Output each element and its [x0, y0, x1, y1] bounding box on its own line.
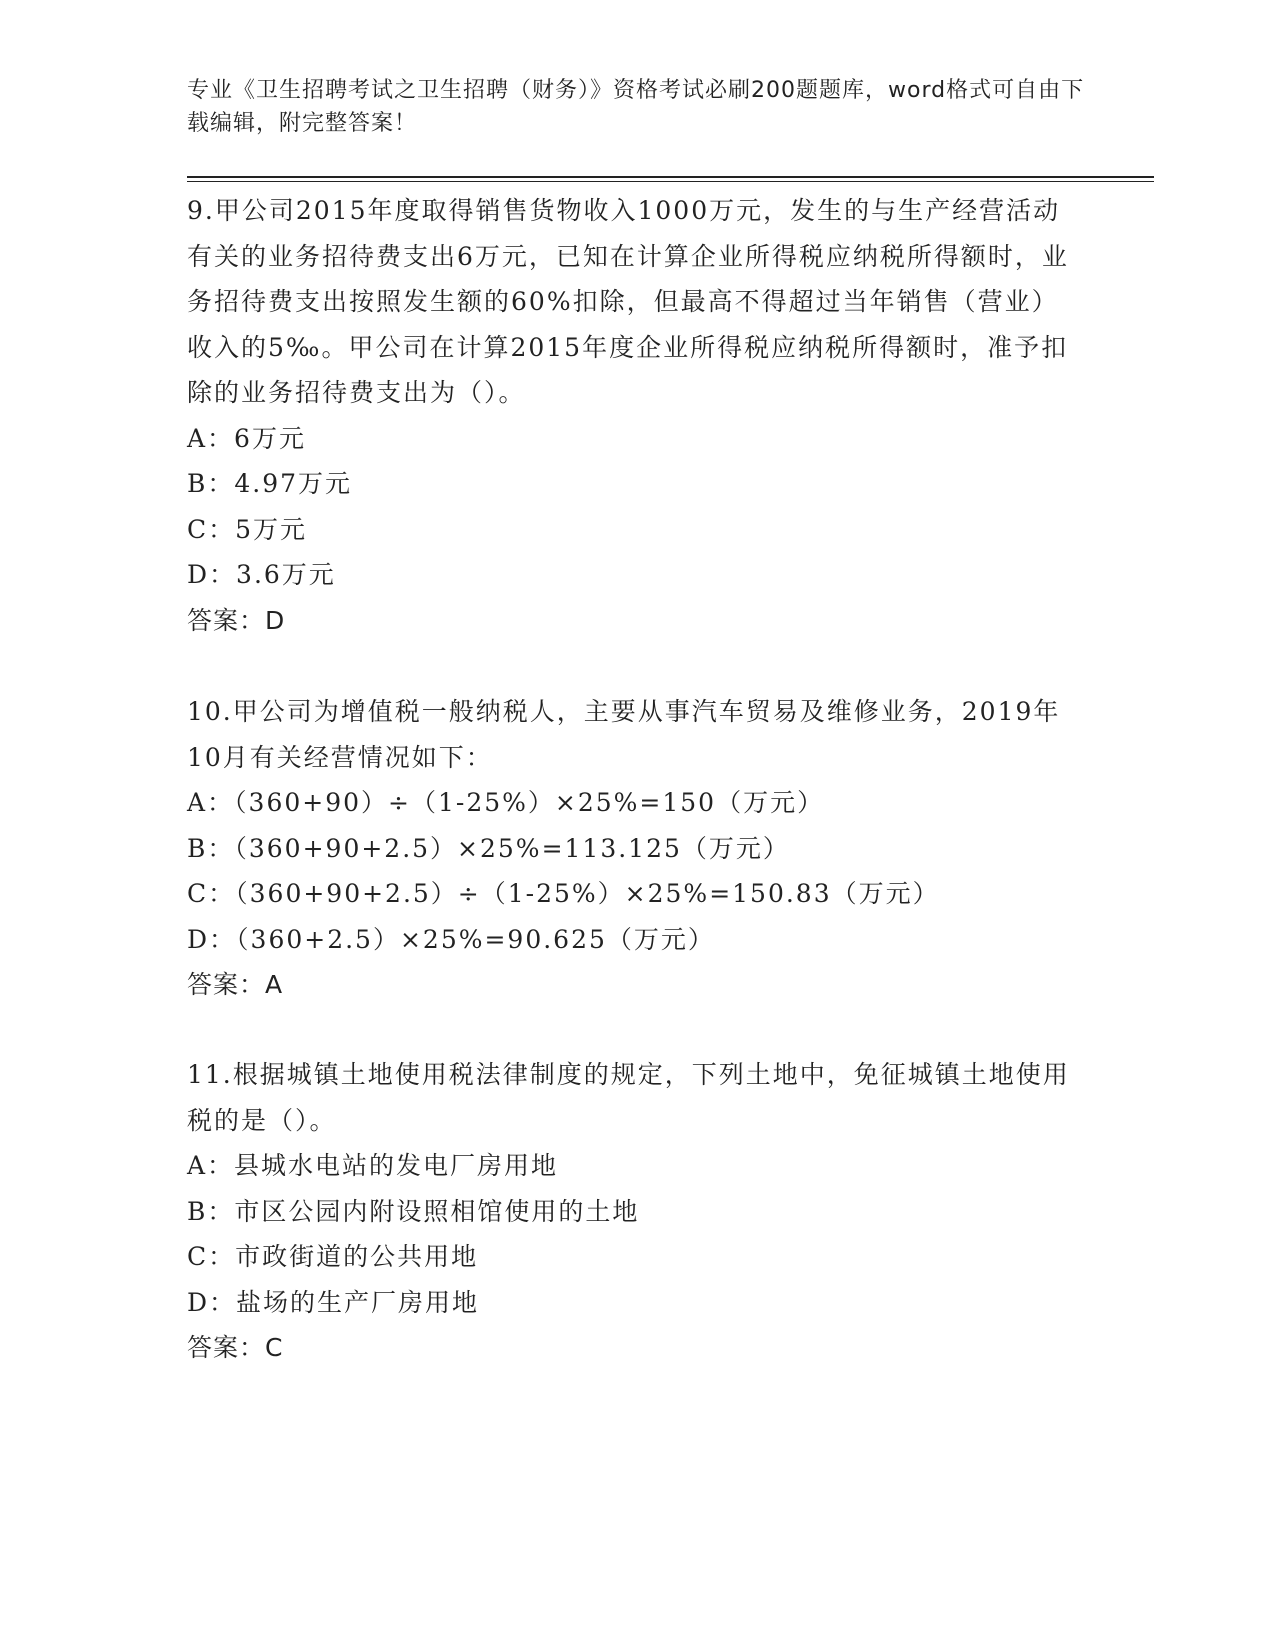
answer-line: 答案：A: [187, 970, 284, 999]
question-stem: 11.根据城镇土地使用税法律制度的规定，下列土地中，免征城镇土地使用税的是（）。: [187, 1060, 1070, 1135]
question-stem: 9.甲公司2015年度取得销售货物收入1000万元，发生的与生产经营活动有关的业务招待费支出6万元，已知在计算企业所得税应纳税所得额时，业务招待费支出按照发生额的60%扣除，但最高不得超过当年销售（营业）收入的5‰。甲公司在计算2015年度企业所得税应纳税所得额时，准予扣除的业务招待费支出为（）。: [187, 196, 1069, 407]
option-d: D：3.6万元: [187, 560, 336, 589]
option-a: A：县城水电站的发电厂房用地: [187, 1151, 559, 1180]
answer-line: 答案：C: [187, 1333, 284, 1362]
option-b: B：（360+90+2.5）×25%=113.125（万元）: [187, 833, 790, 863]
option-b: B：4.97万元: [187, 469, 353, 498]
option-c: C：5万元: [187, 514, 308, 544]
option-a: A：6万元: [187, 423, 306, 453]
question-10: [187, 689, 1082, 1008]
option-d: D：（360+2.5）×25%=90.625（万元）: [187, 924, 715, 954]
option-b: B：市区公园内附设照相馆使用的土地: [187, 1196, 640, 1226]
option-c: C：市政街道的公共用地: [187, 1242, 479, 1271]
question-11: [187, 1052, 1082, 1371]
question-9: [187, 188, 1082, 643]
question-stem: 10.甲公司为增值税一般纳税人，主要从事汽车贸易及维修业务，2019年10月有关经营情况如下：: [187, 697, 1061, 772]
header-divider-thin: [187, 181, 1154, 182]
document-header: 专业《卫生招聘考试之卫生招聘（财务）》资格考试必刷200题题库，word格式可自由下载编辑，附完整答案！: [187, 78, 1085, 136]
answer-line: 答案：D: [187, 605, 286, 635]
option-d: D：盐场的生产厂房用地: [187, 1287, 480, 1317]
header-divider-thick: [187, 176, 1154, 178]
option-a: A：（360+90）÷（1-25%）×25%=150（万元）: [187, 788, 825, 817]
option-c: C：（360+90+2.5）÷（1-25%）×25%=150.83（万元）: [187, 879, 940, 908]
